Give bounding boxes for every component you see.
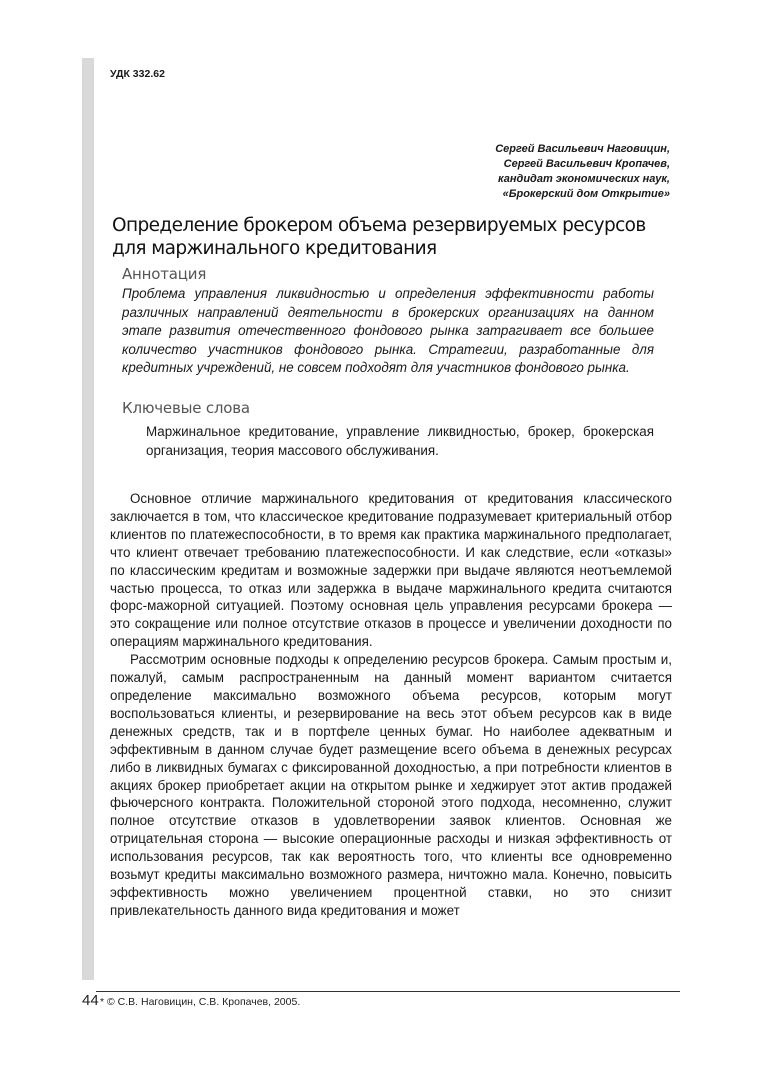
abstract-text: Проблема управления ликвидностью и определения эффективности работы различных направлений деятельности в брокерских организациях на данном этапе развития отечественного фондового рынка затрагивает все большее количество участников фондового рынка. Стратегии, разработанные для кредитных учреждений, не совсем подходят для участников фондового рынка. — [122, 286, 654, 376]
body-paragraph-2: Рассмотрим основные подходы к определению ресурсов брокера. Самым простым и, пожалуй, самым распространенным на данный момент вариантом считается определение максимально возможного объема ресурсов, которым могут воспользоваться клиенты, и резервирование на весь этот объем ресурсов как в виде денежных средств, так и в портфеле ценных бумаг. Но наиболее адекватным и эффективным в данном случае будет размещение всего объема в денежных ресурсах либо в ликвидных бумагах с фиксированной доходностью, а при потребности клиентов в акциях брокер приобретает акции на открытом рынке и хеджирует этот актив продажей фьючерсного контракта. Положительной стороной этого подхода, несомненно, служит полное отсутствие отказов в удовлетворении заявок клиентов. Основная же отрицательная сторона — высокие операционные расходы и низкая эффективность от использования ресурсов, так как вероятность того, что клиенты все одновременно возьмут кредиты максимально возможного размера, ничтожно мала. Конечно, повысить эффективность можно увеличением процентной ставки, но это снизит привлекательность данного вида кредитования и может — [110, 652, 672, 918]
udk-code: УДК 332.62 — [110, 68, 165, 80]
article-body — [110, 490, 672, 920]
author-block — [495, 142, 670, 202]
page-number: 44 — [82, 992, 99, 1009]
margin-bar — [82, 58, 94, 980]
author-degree: кандидат экономических наук, — [498, 173, 670, 185]
author-affiliation: «Брокерский дом Открытие» — [502, 188, 670, 200]
body-paragraph-1: Основное отличие маржинального кредитования от кредитования классического заключается в том, что классическое кредитование подразумевает критериальный отбор клиентов по платежеспособности, в то время как практика маржинального предполагает, что клиент отвечает требованию платежеспособности. И как следствие, если «отказы» по классическим кредитам и возможные задержки при выдаче являются неотъемлемой частью процесса, то отказ или задержка в выдаче маржинального кредита считаются форс-мажорной ситуацией. Поэтому основная цель управления ресурсами брокера — это сокращение или полное отсутствие отказов в процессе и увеличении доходности по операциям маржинального кредитования. — [110, 491, 672, 650]
article-title: Определение брокером объема резервируемых ресурсов для маржинального кредитования — [112, 215, 646, 259]
author-line-2: Сергей Васильевич Кропачев, — [503, 158, 670, 170]
author-line-1: Сергей Васильевич Наговицин, — [495, 143, 670, 155]
abstract-heading: Аннотация — [122, 265, 207, 283]
footer-divider — [96, 991, 680, 992]
keywords-text: Маржинальное кредитование, управление ликвидностью, брокер, брокерская организация, теория массового обслуживания. — [146, 424, 654, 458]
keywords-heading: Ключевые слова — [122, 399, 250, 417]
copyright-footnote: * © С.В. Наговицин, С.В. Кропачев, 2005. — [100, 996, 301, 1008]
